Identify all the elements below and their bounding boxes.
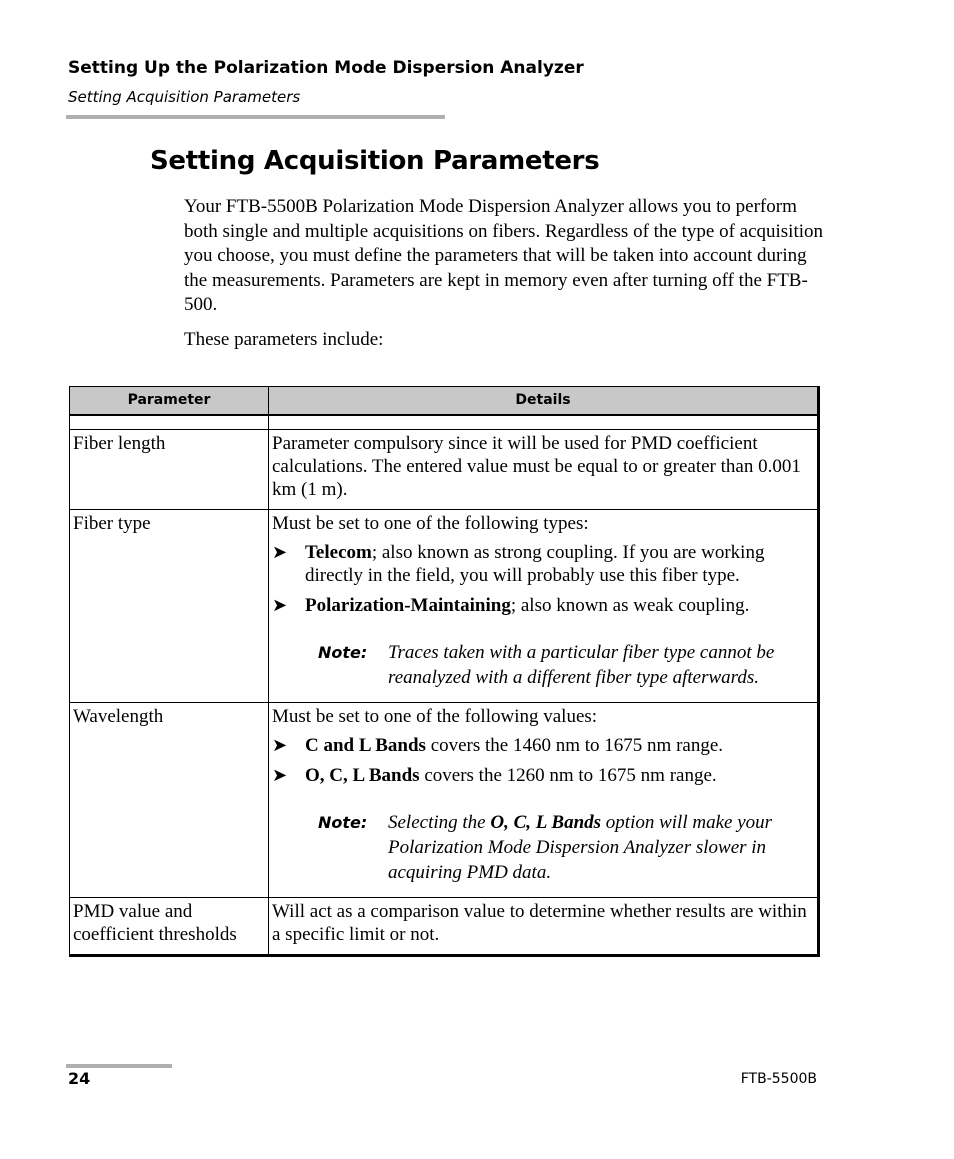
arrow-bullet-icon: ➤ [272,542,288,562]
header-details: Details [268,386,817,415]
arrow-bullet-icon: ➤ [272,735,288,755]
header-rule [66,115,445,119]
table-row [69,897,817,954]
list-item [272,734,813,757]
table-row [69,429,817,509]
footer-rule [66,1064,172,1068]
includes-paragraph: These parameters include: [184,329,384,350]
note-text-pre: Selecting the [388,812,491,833]
note-text-post: option will make your Polarization Mode Dispersion Analyzer slower in acquiring PMD data. [388,812,773,883]
page-title: Setting Acquisition Parameters [150,146,600,176]
arrow-bullet-icon: ➤ [272,765,288,785]
note-text-bold: O, C, L Bands [490,812,602,833]
table-header-row [69,386,817,415]
product-name: FTB-5500B [740,1071,817,1087]
note-label: Note: [318,813,368,832]
table-row [69,702,817,897]
param-name: Wavelength [69,702,268,897]
running-header-section: Setting Acquisition Parameters [68,88,301,106]
list-item [272,541,813,587]
note-text: Traces taken with a particular fiber type cannot be reanalyzed with a different fiber type afterwards. [388,642,775,688]
param-name: Fiber length [69,429,268,509]
bullet-text: covers the 1260 nm to 1675 nm range. [419,765,717,786]
note [318,810,813,885]
header-spacer [69,415,817,429]
table-row [69,509,817,702]
param-name: PMD value and coefficient thresholds [69,897,268,954]
note-text [388,810,813,885]
bullet-term: Polarization-Maintaining [305,595,511,616]
list-item [272,764,813,787]
bullet-text: ; also known as weak coupling. [510,595,750,616]
param-name: Fiber type [69,509,268,702]
bullet-text: ; also known as strong coupling. If you are working directly in the field, you will probably use this fiber type. [305,542,765,586]
list-item [272,594,813,617]
param-details: Parameter compulsory since it will be used for PMD coefficient calculations. The entered value must be equal to or greater than 0.001 km (1 m). [268,429,817,509]
intro-paragraph: Your FTB-5500B Polarization Mode Dispersion Analyzer allows you to perform both single and multiple acquisitions on fibers. Regardless of the type of acquisition you choose, you must define the parameters that will be taken into account during the measurements. Parameters are kept in memory even after turning off the FTB-500. [184,196,824,315]
details-lead: Must be set to one of the following types: [272,513,589,534]
param-details [268,509,817,702]
note-label: Note: [318,643,368,662]
bullet-text: covers the 1460 nm to 1675 nm range. [425,735,724,756]
running-header-chapter: Setting Up the Polarization Mode Dispersion Analyzer [68,58,584,78]
details-lead: Must be set to one of the following values: [272,706,598,727]
param-details [268,702,817,897]
arrow-bullet-icon: ➤ [272,595,288,615]
page-number: 24 [68,1069,91,1088]
note [318,640,813,690]
bullet-term: O, C, L Bands [305,765,420,786]
parameters-table [69,386,820,957]
param-details: Will act as a comparison value to determine whether results are within a specific limit or not. [268,897,817,954]
header-parameter: Parameter [69,386,268,415]
bullet-term: Telecom [305,542,372,563]
bullet-term: C and L Bands [305,735,426,756]
